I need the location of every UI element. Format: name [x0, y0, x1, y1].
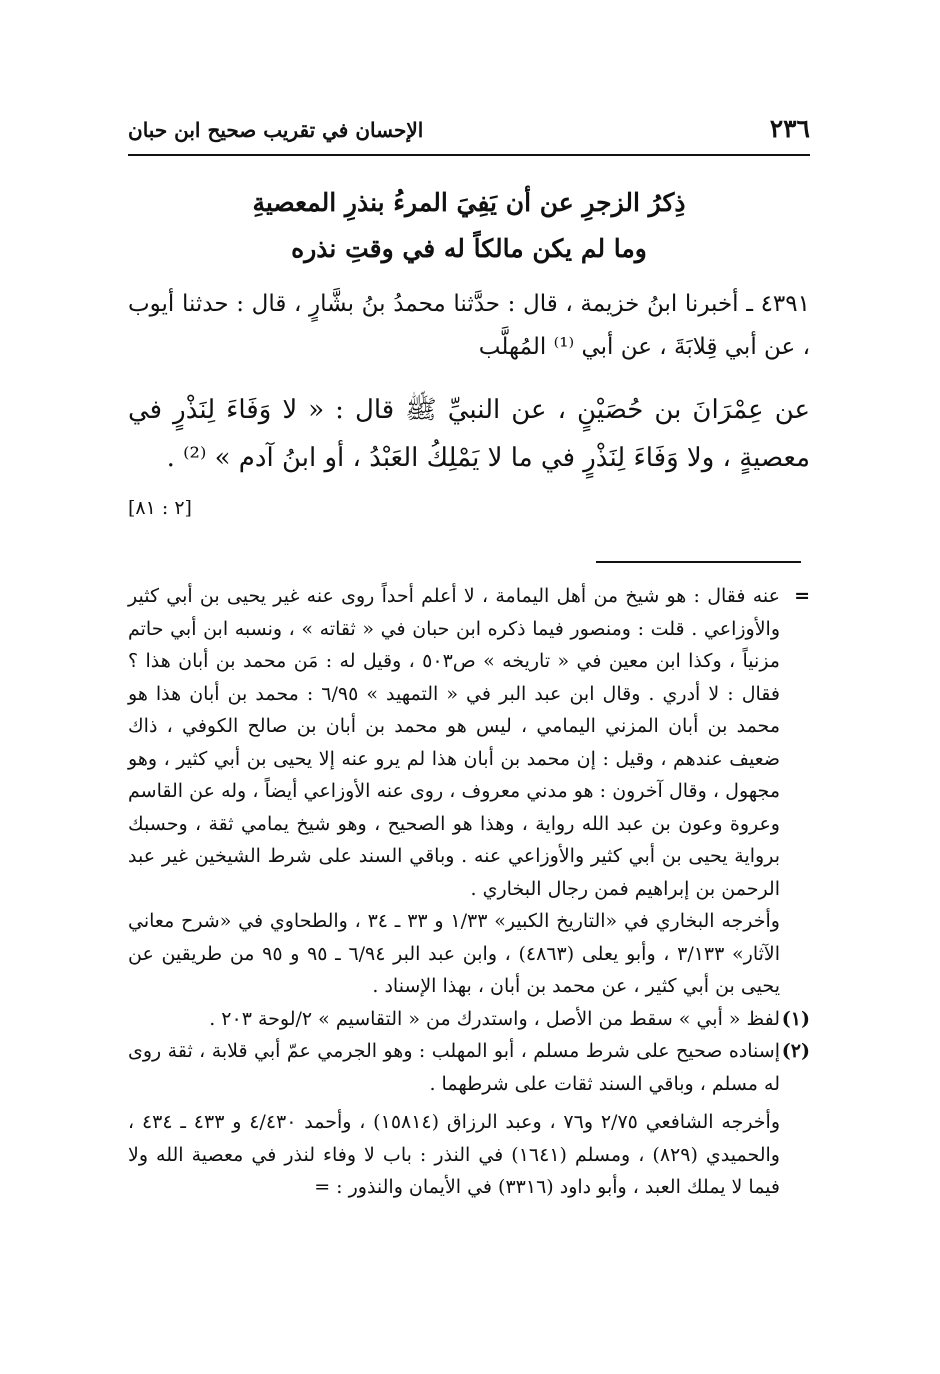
- footnote-2-text: إسناده صحيح على شرط مسلم ، أبو المهلب : وهو الجرمي عمّ أبي قلابة ، ثقة روى له مسلم ، وباقي السند ثقات على شرطهما .: [128, 1040, 780, 1095]
- page-header: [128, 112, 810, 152]
- footnote-divider: [596, 561, 801, 563]
- hadith-isnad: ٤٣٩١ ـ أخبرنا ابنُ خزيمة ، قال : حدَّثنا محمدُ بنُ بشَّارٍ ، قال : حدثنا أيوب ، عن أبي قِلابَةَ ، عن أبي ⁽¹⁾ المُهلَّب: [128, 291, 810, 360]
- hadith-matn: عن عِمْرَانَ بن حُصَيْنٍ ، عن النبيِّ ﷺ قال : « لا وَفَاءَ لِنَذْرٍ في معصيةٍ ، ولا وَفَاءَ لِنَذْرٍ في ما لا يَمْلِكُ العَبْدُ ، أو ابنُ آدم » ⁽²⁾ .: [128, 395, 810, 473]
- footnote-2: [128, 1035, 810, 1100]
- chapter-heading: [128, 180, 810, 272]
- footnote-continued: [128, 580, 810, 905]
- footnote-continued-text: عنه فقال : هو شيخ من أهل اليمامة ، لا أعلم أحداً روى عنه غير يحيى بن أبي كثير والأوزاعي . قلت : ومنصور فيما ذكره ابن حبان في « ثقاته » ، ونسبه ابن أبي حاتم مزنياً ، وكذا ابن معين في « تاريخه » ص٥٠٣ ، وقيل له : مَن محمد بن أبان هذا ؟ فقال : لا أدري . وقال ابن عبد البر في « التمهيد » ٦/٩٥ : محمد بن أبان هذا هو محمد بن أبان المزني اليمامي ، ليس هو محمد بن أبان بن صالح الكوفي ، ذاك ضعيف عندهم ، وقيل : إن محمد بن أبان هذا لم يرو عنه إلا يحيى بن أبي كثير ، وهو مجهول ، وقال آخرون : هو مدني معروف ، روى عنه الأوزاعي أيضاً ، وله عن القاسم وعروة وعون بن عبد الله رواية ، وهذا هو الصحيح ، وهو شيخ يمامي ثقة ، وحسبك برواية يحيى بن أبي كثير والأوزاعي عنه . وباقي السند على شرط الشيخين غير عبد الرحمن بن إبراهيم فمن رجال البخاري .: [128, 585, 780, 900]
- footnote-1-text: لفظ « أبي » سقط من الأصل ، واستدرك من « التقاسيم » ٢/لوحة ٢٠٣ .: [209, 1007, 780, 1030]
- continuation-mark: =: [794, 585, 810, 607]
- header-divider: [128, 154, 810, 156]
- footnote-takhrij-2: وأخرجه الشافعي ٢/٧٥ و٧٦ ، وعبد الرزاق (١٥٨١٤) ، وأحمد ٤/٤٣٠ و ٤٣٣ ـ ٤٣٤ ، والحميدي (٨٢٩) ، ومسلم (١٦٤١) في النذر : باب لا وفاء لنذر في معصية الله ولا فيما لا يملك العبد ، وأبو داود (٣٣١٦) في الأيمان والنذور : =: [128, 1111, 781, 1198]
- chapter-heading-line-1: ذِكرُ الزجرِ عن أن يَفِيَ المرءُ بنذرِ المعصيةِ: [252, 188, 686, 217]
- volume-reference: [٢ : ٨١]: [128, 497, 192, 519]
- book-title: الإحسان في تقريب صحيح ابن حبان: [128, 118, 424, 142]
- footnote-1: [128, 1003, 810, 1036]
- footnote-takhrij-1: وأخرجه البخاري في «التاريخ الكبير» ١/٣٣ و ٣٣ ـ ٣٤ ، والطحاوي في «شرح معاني الآثار» ٣/١٣٣ ، وأبو يعلى (٤٨٦٣) ، وابن عبد البر ٦/٩٤ ـ ٩٥ و ٩٥ من طريقين عن يحيى بن أبي كثير ، عن محمد بن أبان ، بهذا الإسناد .: [128, 910, 781, 997]
- chapter-heading-line-2: وما لم يكن مالكاً له في وقتِ نذره: [291, 234, 647, 263]
- footnote-2-number: (٢): [781, 1040, 810, 1062]
- footnote-1-number: (١): [781, 1007, 810, 1030]
- page-number: ٢٣٦: [769, 114, 810, 143]
- footnotes-section: [128, 580, 810, 1204]
